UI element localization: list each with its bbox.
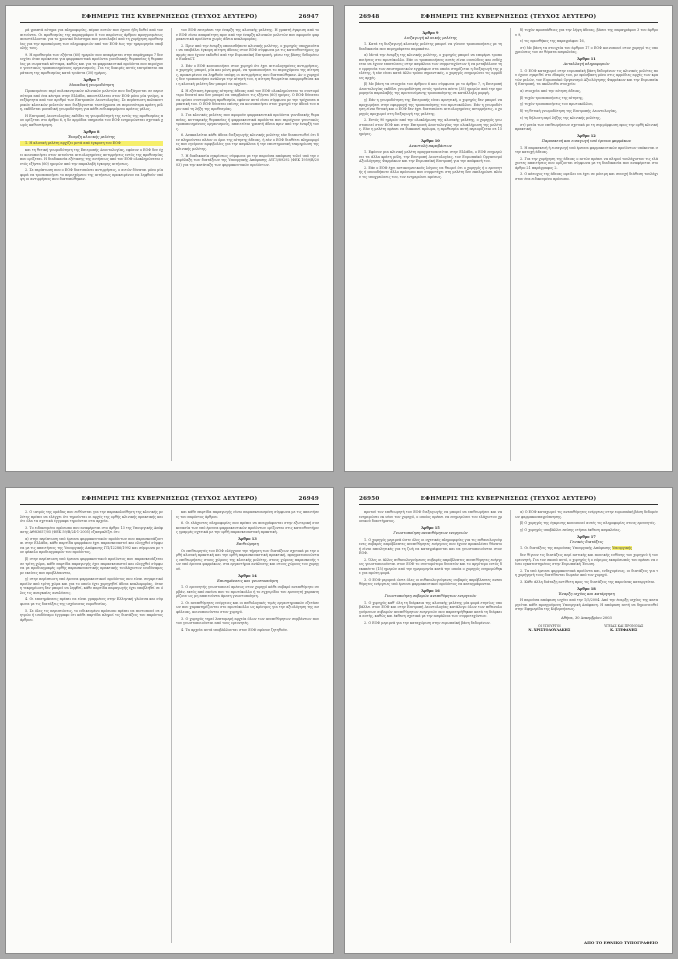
signatory-title: ΥΓΕΙΑΣ ΚΑΙ ΠΡΟΝΟΙΑΣ: [604, 623, 644, 628]
paragraph: 6. Ανακαλείται κάθε άδεια διεξαγωγής κλινικής μελέτης εάν διαπιστωθεί ότι δεν πληρούνται πλέον οι όροι της αίτησης άδειας, ή εάν ο ΕΟΦ διαθέτει πληροφορίες που εγείρουν αμφιβολίες για την ασφάλεια ή την επιστημονική τεκμηρίωση της κλινικής μελέτης.: [176, 133, 319, 151]
text-column: [20, 510, 163, 943]
paragraph: γ) στην περίπτωση υπό έρευνα φαρμακευτικού προϊόντος που είναι συγκριτικό προϊόν από τρίτη χώρα και για το οποίο έχει χορηγηθεί άδεια κυκλοφορίας, όταν η τεκμηρίωση δεν μπορεί να ληφθεί, κάθε παρτίδα παραγωγής έχει υποβληθεί σε όλες τις αναγκαίες αναλύσεις.: [20, 577, 163, 595]
article-heading: Άρθρο 17: [577, 534, 596, 539]
paragraph: 1. Ο ΕΟΦ καταχωρεί στην ευρωπαϊκή βάση δεδομένων τις κλινικές μελέτες που έχουν εγκριθεί στο έδαφός του, με πρόσβαση μόνο στις αρμόδιες αρχές των κρατών μελών, τον Ευρωπαϊκό Οργανισμό Αξιολόγησης Φαρμάκων και την Ευρωπαϊκή Επιτροπή, τα ακόλουθα στοιχεία:: [515, 68, 658, 87]
paragraph: 1. Οι διατάξεις της παρούσας Υπουργικής Απόφασης Υπουργικής: [520, 546, 633, 551]
article-subtitle: Διεξαγωγή κλινικής μελέτης: [404, 35, 457, 40]
article-subtitle: Μοναδική γνωμοδότηση: [69, 82, 114, 87]
paragraph: στ) μνεία των επιθεωρήσεων σχετικά με τη συμμόρφωση προς την ορθή κλινική πρακτική.: [515, 122, 658, 131]
paragraph: δ) τυχόν προσπάθειες για την λήψη άδειας, βάσει της παραγράφου 3 του άρθρου 9,: [515, 28, 658, 37]
article-heading: Άρθρο 9: [422, 30, 439, 35]
signatory-title: ΟΙ ΥΠΟΥΡΓΟΙ: [537, 623, 561, 628]
text-columns: [20, 510, 319, 943]
paragraph: δ) τη θετική γνωμοδότηση της Επιτροπής Δεοντολογίας,: [520, 109, 618, 114]
paragraph: 4. Η εξέταση έγκυρης αίτησης άδειας από τον ΕΟΦ ολοκληρώνεται το συντομότερο δυνατό και δεν μπορεί να υπερβαίνει τις εξήντα (60) ημέρες. Ο ΕΟΦ δύναται να ορίσει συντομότερη προθεσμία, εφόσον αυτό είναι σύμφωνο με την τρέχουσα πρακτική του. Ο ΕΟΦ δύναται επίσης να κοινοποιήσει στον χορηγό την άδειά του πριν από τη λήξη της προθεσμίας.: [176, 88, 319, 111]
paragraph: γ) τυχόν τροποποιήσεις του πρωτοκόλλου,: [520, 102, 594, 107]
paragraph: 1. Εφόσον μια κλινική μελέτη πραγματοποιείται στην Ελλάδα, ο ΕΟΦ ενημερώνει τα άλλα κράτη μέλη, την Επιτροπή Δεοντολογίας, τον Ευρωπαϊκό Οργανισμό Αξιολόγησης Φαρμάκων και την Ευρωπαϊκή Επιτροπή για την απόφασή του.: [359, 150, 502, 164]
paragraph: 1. Η κλινική μελέτη αρχίζει μετά από έγκριση του ΕΟΦ: [20, 141, 163, 146]
paragraph: γ) Ο χορηγός υποβάλλει επίσης ετήσια έκθεση ασφαλείας.: [520, 527, 621, 532]
article-heading: Άρθρο 16: [421, 589, 440, 594]
paragraph: 2. Για την χορήγηση της άδειας ο αιτών πρέπει να πληροί τουλάχιστον τις ελάχιστες απαιτήσεις που ορίζονται σύμφωνα με τη διαδικασία που αναφέρεται στο άρθρο 21 παράγραφος 2.: [515, 156, 658, 170]
paragraph: ε) τη δήλωση περί λήξης της κλινικής μελέτης,: [520, 115, 601, 120]
paragraph: 2. Εντός 90 ημερών από την ολοκλήρωση της κλινικής μελέτης, ο χορηγός γνωστοποιεί στον ΕΟΦ και στην Επιτροπή Δεοντολογίας την ολοκλήρωση της μελέτης. Εάν η μελέτη πρέπει να διακοπεί πρόωρα, η προθεσμία αυτή περιορίζεται σε 15 ημέρες.: [359, 118, 502, 136]
paragraph: 2. Εάν ο ΕΟΦ έχει αντικειμενικούς λόγους να θεωρεί ότι ο χορηγός ή ο ερευνητής ή οποιοδήποτε άλλο πρόσωπο που συμμετέχει στη μελέτη δεν εκπληρώνει πλέον τις υποχρεώσεις του, τον ενημερώνει αμέσως.: [359, 165, 502, 179]
paragraph: 2. Οι ανεπιθύμητες ενέργειες και οι παθολογικές τιμές εργαστηριακών εξετάσεων που χαρακτηρίζονται στο πρωτόκολλο ως κρίσιμες για την αξιολόγηση της ασφάλειας, κοινοποιούνται στον χορηγό.: [176, 600, 319, 614]
article-heading: Άρθρο 7: [83, 77, 100, 82]
text-columns: [359, 510, 658, 943]
paragraph: β) τυχόν τροποποιήσεις της αίτησης,: [520, 95, 584, 100]
page-header: [20, 494, 319, 505]
paragraph: β) στην περίπτωση υπό έρευνα φαρμακευτικού προϊόντος που παρασκευάζεται σε τρίτη χώρα, κάθε παρτίδα παραγωγής έχει παρασκευαστεί και ελεγχθεί σύμφωνα με προδιαγραφές ορθής παρασκευαστικής πρακτικής τουλάχιστον ισοδύναμες με εκείνες που προβλέπονται,: [20, 557, 163, 575]
article-heading: Άρθρο 8: [83, 129, 100, 134]
paragraph: 3. Το ειδικευμένο πρόσωπο που αναφέρεται στο άρθρο 13 της Υπουργικής Απόφασης ΑΘ83657/05 (ΦΕΚ 59/Β/24-1-2005) εξασφαλίζει ότι:: [20, 525, 163, 535]
paragraph: του ΕΟΦ επιτρέπει την έναρξη της κλινικής μελέτης. Η γραπτή έγκριση από τον ΕΟΦ είναι απαραίτητη πριν από την έναρξη κλινικών μελετών που αφορούν φαρμακευτικά προϊόντα χωρίς άδεια κυκλοφορίας.: [176, 28, 319, 41]
paragraph: Οι επιθεωρητές του ΕΟΦ ελέγχουν την τήρηση των διατάξεων σχετικά με την ορθή κλινική πρακτική και την ορθή παρασκευαστική πρακτική, πραγματοποιώντας επιθεωρήσεις στους χώρους της κλινικής μελέτης, στους χώρους παρασκευής των υπό έρευνα φαρμάκων, στα εργαστήρια ανάλυσης και στους χώρους του χορηγού.: [176, 548, 319, 571]
paragraph: 2. Σε περίπτωση που ο ΕΟΦ διατυπώσει αντιρρήσεις, ο αιτών δύναται μόνο μία φορά να τροποποιήσει το περιεχόμενο της αιτήσεως προκειμένου να ληφθούν υπόψη οι αντιρρήσεις που διατυπώθηκαν.: [20, 168, 163, 182]
paragraph: 5. Σε όλες τις περιπτώσεις, το ειδικευμένο πρόσωπο πρέπει να πιστοποιεί σε μητρώο ή ισοδύναμο έγγραφο ότι κάθε παρτίδα πληροί τις διατάξεις του παρόντος άρθρου.: [20, 608, 163, 622]
article-subtitle: Αναστολή παραβάσεων: [409, 143, 452, 148]
paragraph: ρά γραπτά αίτημα για πληροφορίες, πέραν αυτών που έχουν ήδη δοθεί από τον αιτούντα. Οι προθεσμίες της παραγράφου 8 του παρόντος άρθρου προηγουμένως αναστέλλονται για το χρονικό διάστημα που μεσολαβεί από τη χορήγηση προθεσμίας για την προσκόμιση των πληροφοριών από τον ΕΟΦ έως την ημερομηνία υποβολής τους.: [20, 28, 163, 50]
paragraph: και κάθε παρτίδα παραγωγής είναι παρασκευασμένη σύμφωνα με τις απαιτήσεις του παρόντος άρθρου.: [176, 510, 319, 519]
paragraph: 6. Οι ελάχιστες πληροφορίες που πρέπει να αναγράφονται στην εξωτερική συσκευασία των υπό έρευνα φαρμακευτικών προϊόντων ορίζονται στις κατευθυντήριες γραμμές σχετικά με την ορθή παρασκευαστική πρακτική.: [176, 521, 319, 535]
article-subtitle: Γνωστοποίηση σοβαρών ανεπιθύμητων ενεργειών: [384, 594, 477, 599]
signatory-name: Ν. ΧΡΙΣΤΟΔΟΥΛΑΚΗΣ: [528, 627, 571, 632]
signatory-right: [589, 624, 658, 632]
text-columns: [359, 28, 658, 461]
paragraph: 2. Όλες οι άλλες πιθανολογούμενες σοβαρές απρόβλεπτες ανεπιθύμητες ενέργειες γνωστοποιούνται στον ΕΟΦ το συντομότερο δυνατόν και το αργότερο εντός δεκαπέντε (15) ημερών από την ημερομηνία κατά την οποία ο χορηγός ενημερώθηκε για πρώτη φορά.: [359, 557, 502, 576]
text-column: [20, 28, 163, 461]
article-heading: Άρθρο 14: [238, 573, 257, 578]
article-heading: Άρθρο 18: [577, 586, 596, 591]
paragraph: στ) Με βάση τα στοιχεία του άρθρου 17 ο ΕΟΦ κοινοποιεί στον χορηγό τις υποχρεώσεις του σε θέματα ασφαλείας.: [515, 45, 658, 55]
page-number: 26948: [359, 14, 380, 20]
article-subtitle: Έναρξη ισχύος και κατάργηση: [558, 591, 615, 596]
paragraph: 4. Τα αρχεία αυτά υποβάλλονται στον ΕΟΦ εφόσον ζητηθούν.: [181, 627, 289, 632]
paragraph: 1. Η παρασκευή ή εισαγωγή υπό έρευνα φαρμακευτικών προϊόντων υπόκειται στην κατοχή άδειας.: [515, 145, 658, 154]
text-column: [359, 28, 502, 461]
gazette-page-2: [345, 6, 672, 471]
text-column: [510, 510, 658, 943]
article-subtitle: Γενικές διατάξεις: [569, 539, 604, 544]
article-subtitle: Επισημάνσεις και γνωστοποίηση: [217, 578, 278, 583]
paragraph: 2. Πριν από την έναρξη οποιασδήποτε κλινικής μελέτης, ο χορηγός υποχρεούται να υποβάλει έγκυρη αίτηση άδειας στον ΕΟΦ σύμφωνα με τις κατευθυντήριες γραμμές που έχουν εκδοθεί από την Ευρωπαϊκή Επιτροπή, μέσω της βάσης δεδομένων EudraCT.: [176, 43, 319, 62]
paragraph: και τη θετική γνωμοδότηση της Επιτροπής Δεοντολογίας, εφόσον ο ΕΟΦ δεν έχει κοινοποιήσει στον αιτούντα αιτιολογημένες αντιρρήσεις εντός της προθεσμίας που ορίζεται. Η διαδικασία εξέτασης της αιτήσεως από τον ΕΟΦ ολοκληρώνεται εντός εξήντα (60) ημερών από την παραλαβή έγκυρης αιτήσεως.: [20, 148, 163, 166]
paragraph: δεν θίγουν τις διατάξεις περί αστικής και ποινικής ευθύνης του χορηγού ή του ερευνητή. Για τον σκοπό αυτό, ο χορηγός ή ο νόμιμος εκπρόσωπός του πρέπει να είναι εγκατεστημένος στην Ευρωπαϊκή Ένωση.: [515, 553, 658, 567]
page-header: [359, 494, 658, 505]
page-number: 26950: [359, 496, 380, 502]
gazette-page-1: [6, 6, 333, 471]
signatory-name: Κ. ΣΤΕΦΑΝΗΣ: [610, 627, 638, 632]
paragraph: α) Μετά την έναρξη της κλινικής μελέτης, ο χορηγός μπορεί να επιφέρει τροποποιήσεις στο πρωτόκολλο. Εάν οι τροποποιήσεις αυτές είναι ουσιώδεις και ενδέχεται να έχουν επιπτώσεις στην ασφάλεια των συμμετεχόντων ή να μεταβάλουν την ερμηνεία των επιστημονικών εγγράφων στα οποία στηρίζεται η διεξαγωγή της μελέτης, ή εάν είναι κατά άλλο τρόπο σημαντικές, ο χορηγός ενημερώνει τις αρμόδιες αρχές.: [359, 53, 502, 80]
gazette-page-4: [345, 488, 672, 953]
page-header: [20, 12, 319, 23]
paragraph: 1. Κατά τη διεξαγωγή κλινικής μελέτης μπορεί να γίνουν τροποποιήσεις με τη διαδικασία που περιγράφεται παρακάτω.: [359, 42, 502, 51]
paragraph: 1. Ο χορηγός καθ' όλη τη διάρκεια της κλινικής μελέτης μία φορά ετησίως υποβάλλει στον ΕΟΦ και στην Επιτροπή Δεοντολογίας κατάλογο όλων των πιθανολογούμενων σοβαρών ανεπιθύμητων ενεργειών που παρατηρήθηκαν κατά τη διάρκεια αυτής, καθώς και έκθεση σχετικά με την ασφάλεια των συμμετεχόντων.: [359, 600, 502, 619]
article-subtitle: Ανταλλαγή πληροφοριών: [563, 62, 610, 67]
paragraph: 4. Οι επισημάνσεις πρέπει να είναι γραμμένες στην Ελληνική γλώσσα και σύμφωνα με τις διατάξεις της ισχύουσας νομοθεσίας.: [20, 597, 163, 606]
paragraph: β) Με βάση τα στοιχεία του άρθρου 6 και σύμφωνα με το άρθρο 7, η Επιτροπή Δεοντολογίας εκδίδει γνωμοδότηση εντός τριάντα πέντε (35) ημερών από την ημερομηνία παραλαβής της προτεινόμενης τροποποίησης σε κατάλληλη μορφή.: [359, 82, 502, 96]
article-subtitle: Γνωστοποίηση ανεπιθύμητων ενεργειών: [393, 531, 468, 535]
paragraph: προτού τον επιθεωρητή του ΕΟΦ διεξαγωγής να μπορεί να επιθεωρήσει και να ενημερώσει εκ νέου τον χορηγό, ο οποίος πρέπει να ενημερώσει του ελάχιστου χρονικού διαστήματος.: [359, 510, 502, 523]
paragraph: β) Ο χορηγός της έγκρισης κοινοποιεί αυτές τις πληροφορίες στους ερευνητές.: [520, 521, 656, 526]
article-heading: Άρθρο 13: [238, 537, 257, 542]
paragraph: 3. Ο κάτοχος της άδειας οφείλει να έχει σε μόνιμη και συνεχή διάθεση τουλάχιστον ένα ειδικευμένο πρόσωπο.: [515, 172, 658, 181]
signature-block: [515, 624, 658, 632]
paragraph: 2. Τα υπό έρευνα φαρμακευτικά προϊόντα και, ενδεχομένως, οι διατάξεις για τη χορήγησή τους διατίθενται δωρεάν από τον χορηγό.: [515, 568, 658, 578]
paragraph: 1. Ο ερευνητής γνωστοποιεί αμέσως στον χορηγό κάθε σοβαρό ανεπιθύμητο συμβάν, εκτός από εκείνα που το πρωτόκολλο ή το εγχειρίδιο του ερευνητή χαρακτηρίζουν ως μη απαιτούντα άμεση γνωστοποίηση.: [176, 585, 319, 599]
paragraph: γ) Εάν η γνωμοδότηση της Επιτροπής είναι αρνητική, ο χορηγός δεν μπορεί να προχωρήσει στην εφαρμογή της τροποποίησης του πρωτοκόλλου. Εάν η γνωμοδότηση είναι θετική και ο ΕΟΦ δεν έχει διατυπώσει αιτιολογημένες αντιρρήσεις, ο χορηγός προχωρεί στη διεξαγωγή της μελέτης.: [359, 98, 502, 116]
text-columns: [20, 28, 319, 461]
signatory-left: [515, 624, 584, 632]
paragraph: α) στοιχεία από την αίτηση άδειας,: [520, 89, 582, 94]
paragraph: 3. Ο ΕΟΦ μεριμνά ώστε όλες οι πιθανολογούμενες σοβαρές απρόβλεπτες ανεπιθύμητες ενέργειες υπό έρευνα φαρμακευτικού προϊόντος να καταγράφονται.: [359, 577, 502, 587]
paragraph: α) στην περίπτωση υπό έρευνα φαρμακευτικών προϊόντων που παρασκευάζονται στην Ελλάδα, κάθε παρτίδα φαρμάκου έχει παρασκευαστεί και ελεγχθεί σύμφωνα με τις απαιτήσεις της Υπουργικής Απόφασης ΓΠ/12286/1992 και σύμφωνα με τον φάκελο προδιαγραφών του προϊόντος,: [20, 536, 163, 555]
article-subtitle: Παρασκευή και εισαγωγή υπό έρευνα φαρμάκων: [541, 139, 632, 143]
article-heading: Άρθρο 12: [577, 134, 596, 138]
page-header: [359, 12, 658, 23]
paragraph: 9. Η προθεσμία των εξήντα (60) ημερών που αναφέρεται στην παράγραφο 7 δεν ισχύει όταν πρόκειται για φαρμακευτικά προϊόντα γονιδιακής θεραπείας ή θεραπείας με σωματικά κύτταρα, καθώς και για τα φαρμακευτικά προϊόντα που περιέχουν γενετικώς τροποποιημένους οργανισμούς. Για τις δοκιμές αυτές επιτρέπεται παράταση της προθεσμίας κατά τριάντα (30) ημέρες.: [20, 52, 163, 75]
paragraph: Προκειμένου περί πολυκεντρικών κλινικών μελετών που διεξάγονται σε περισσότερα από ένα κέντρα στην Ελλάδα, αποστέλλεται στον ΕΟΦ μόνο μία γνώμη, ανεξάρτητα από τον αριθμό των Επιτροπών Δεοντολογίας. Σε περίπτωση πολυκεντρικών κλινικών μελετών που διεξάγονται ταυτόχρονα σε περισσότερα κράτη μέλη, εκδίδεται μοναδική γνωμοδότηση για κάθε ενδιαφερόμενο κράτος μέλος.: [20, 89, 163, 112]
text-column: [359, 510, 502, 943]
highlighted-text: Υπουργικής: [612, 546, 633, 551]
paragraph: 5. Για κλινικές μελέτες που αφορούν φαρμακευτικά προϊόντα γονιδιακής θεραπείας, κυτταρικής θεραπείας ή φαρμακευτικά προϊόντα που περιέχουν γενετικώς τροποποιημένους οργανισμούς, απαιτείται γραπτή άδεια πριν από την έναρξή τους.: [176, 113, 319, 131]
paragraph: α) Ο ΕΟΦ καταχωρεί τις ανεπιθύμητες ενέργειες στην ευρωπαϊκή βάση δεδομένων φαρμακοεπαγρύπνησης.: [515, 510, 658, 519]
paragraph: ε) τις προσθήκες της παραγράφου 16,: [520, 39, 585, 44]
text-column: [171, 28, 319, 461]
text-column: [171, 510, 319, 943]
article-subtitle: Έναρξη κλινικής μελέτης: [67, 134, 116, 139]
page-number: 26949: [298, 496, 319, 502]
paragraph: 3. Ο χορηγός τηρεί λεπτομερή αρχεία όλων των ανεπιθύμητων συμβάντων που του γνωστοποιούνται από τους ερευνητές.: [176, 616, 319, 626]
text-column: [510, 28, 658, 461]
paragraph: 1. Ο χορηγός μεριμνά ώστε όλες οι σχετικές πληροφορίες για τις πιθανολογούμενες σοβαρές απρόβλεπτες ανεπιθύμητες ενέργειες που έχουν προκαλέσει θάνατο ή είναι απειλητικές για τη ζωή να καταγράφονται και να γνωστοποιούνται στον ΕΟΦ.: [359, 537, 502, 555]
paragraph: 2. Ο ΕΟΦ μεριμνά για την καταχώριση στην ευρωπαϊκή βάση δεδομένων.: [364, 621, 491, 626]
paragraph: Η Επιτροπή Δεοντολογίας εκδίδει τη γνωμοδότησή της εντός της προθεσμίας που ορίζεται στο άρθρο 6, η δε αρμόδια υπηρεσία του ΕΟΦ ενημερώνεται σχετικά χωρίς καθυστέρηση.: [20, 113, 163, 127]
header-title: ΕΦΗΜΕΡΙΣ ΤΗΣ ΚΥΒΕΡΝΗΣΕΩΣ (ΤΕΥΧΟΣ ΔΕΥΤΕΡΟ): [81, 14, 258, 20]
article-heading: Άρθρο 15: [421, 526, 440, 530]
article-heading: Άρθρο 10: [421, 138, 440, 143]
paragraph: 3. Κάθε άλλη διάταξη αντίθετη προς τις διατάξεις της παρούσας καταργείται.: [520, 579, 656, 584]
paragraph: Η παρούσα απόφαση ισχύει από την 1/5/2004. Από την έναρξη ισχύος της καταργείται κάθε προηγούμενη Υπουργική Απόφαση. Η απόφαση αυτή να δημοσιευθεί στην Εφημερίδα της Κυβερνήσεως.: [515, 598, 658, 612]
article-subtitle: Επιθεώρηση: [236, 542, 259, 547]
paragraph: 2. Ο ιατρός της ομάδας που ευθύνεται για την παρακολούθηση της κλινικής μελέτης πρέπει να ελέγχει ότι τηρούνται οι αρχές της ορθής κλινικής πρακτικής και ότι όλα τα σχετικά έγγραφα τηρούνται στα αρχεία.: [20, 510, 163, 523]
header-title: ΕΦΗΜΕΡΙΣ ΤΗΣ ΚΥΒΕΡΝΗΣΕΩΣ (ΤΕΥΧΟΣ ΔΕΥΤΕΡΟ): [420, 14, 597, 20]
header-title: ΕΦΗΜΕΡΙΣ ΤΗΣ ΚΥΒΕΡΝΗΣΕΩΣ (ΤΕΥΧΟΣ ΔΕΥΤΕΡΟ): [420, 496, 597, 502]
article-heading: Άρθρο 11: [577, 57, 596, 62]
signature-date: Αθήνα, 30 Δεκεμβρίου 2003: [561, 615, 612, 620]
paragraph: 7. Η διαδικασία εγκρίσεως σύμφωνα με την παρούσα απόφαση τελεί υπό την επιφύλαξη των διατάξεων της Υπουργικής Απόφασης ΔΥΓ3/89292 (ΦΕΚ 1959/Β/2003) για την κατάταξη των φαρμακευτικών προϊόντων.: [176, 153, 319, 167]
page-number: 26947: [298, 14, 319, 20]
printer-footer: ΑΠΟ ΤΟ ΕΘΝΙΚΟ ΤΥΠΟΓΡΑΦΕΙΟ: [584, 940, 658, 945]
header-title: ΕΦΗΜΕΡΙΣ ΤΗΣ ΚΥΒΕΡΝΗΣΕΩΣ (ΤΕΥΧΟΣ ΔΕΥΤΕΡΟ): [81, 496, 258, 502]
paragraph: 3. Εάν ο ΕΟΦ κοινοποιήσει στον χορηγό ότι έχει αιτιολογημένες αντιρρήσεις, ο χορηγός μπορεί, μία και μόνη φορά, να τροποποιήσει το περιεχόμενο της αίτησης, προκειμένου να ληφθούν υπόψη οι αντιρρήσεις που διατυπώθηκαν. Αν ο χορηγός δεν τροποποιήσει ανάλογα την αίτησή του, η αίτηση θεωρείται απορριφθείσα και η κλινική μελέτη δεν μπορεί να αρχίσει.: [176, 63, 319, 86]
gazette-page-3: [6, 488, 333, 953]
